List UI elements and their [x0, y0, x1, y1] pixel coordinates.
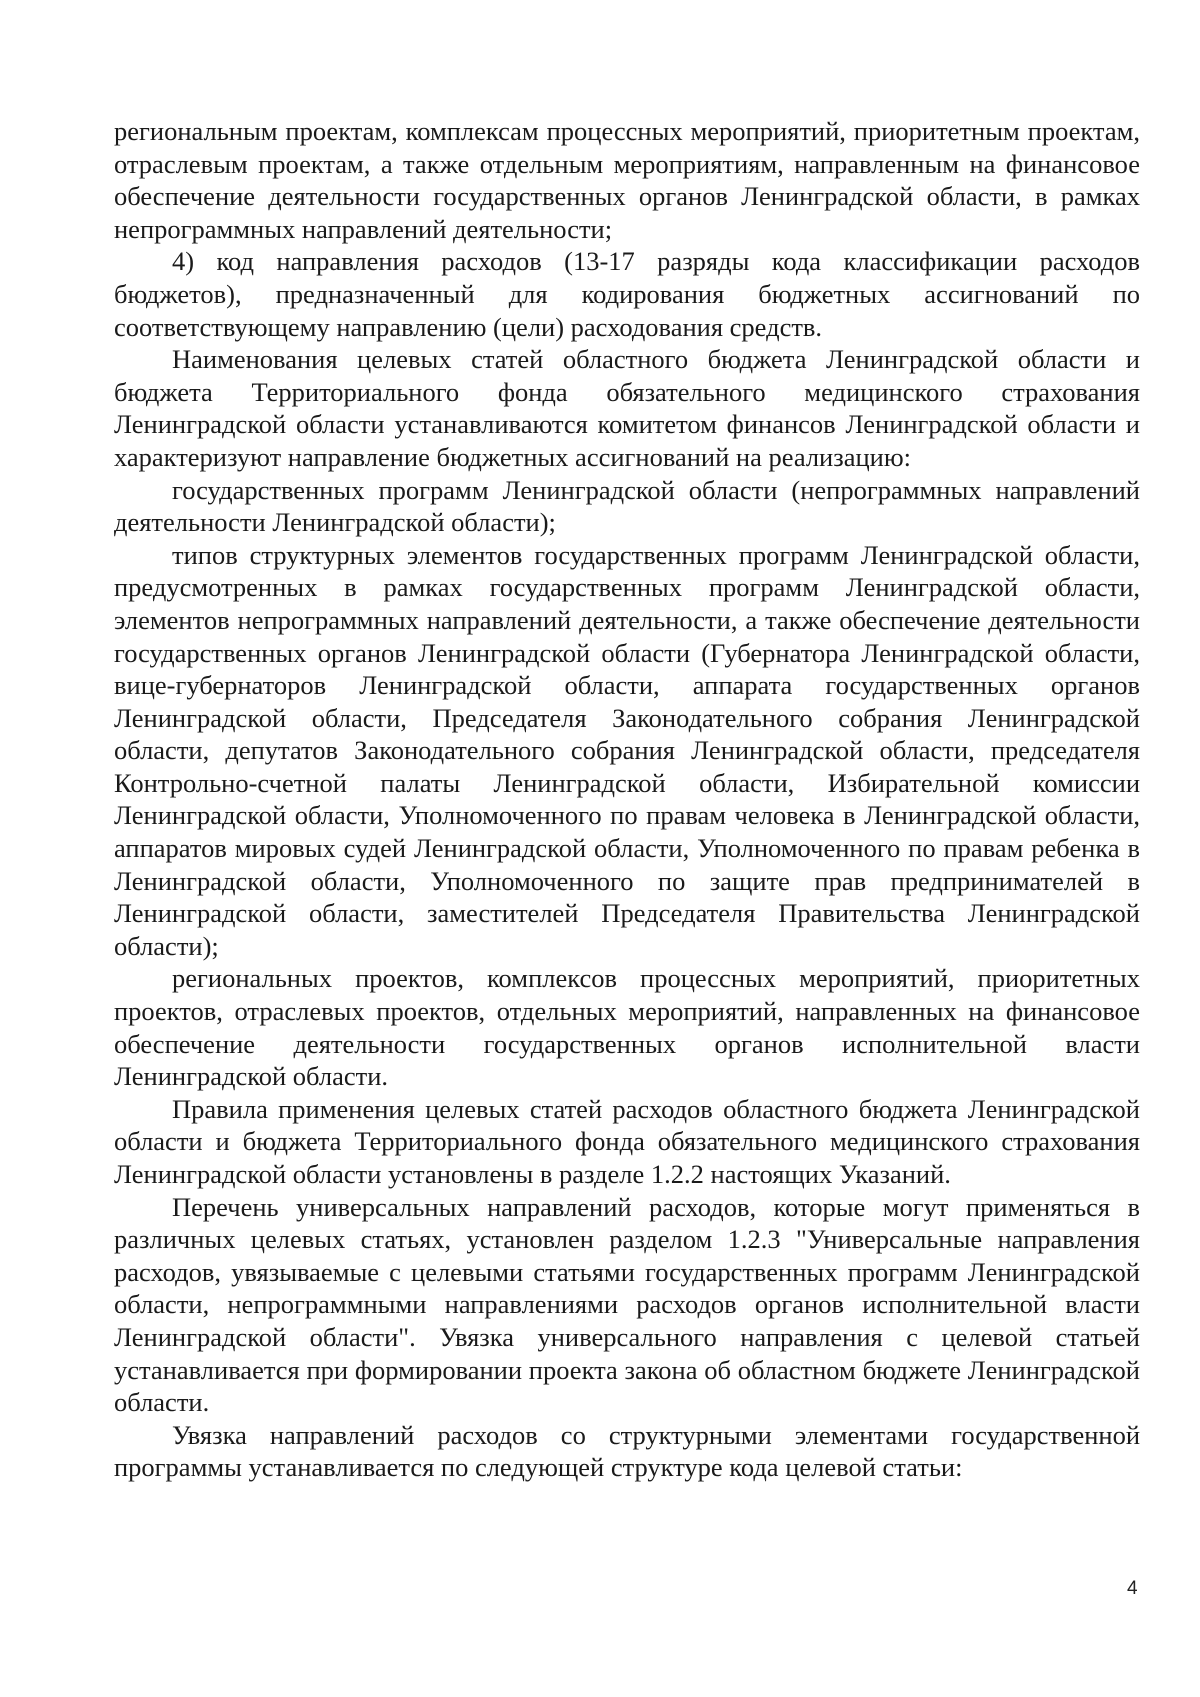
page-number: 4 [1127, 1578, 1138, 1599]
document-body [114, 115, 1140, 1484]
paragraph-direction-linking: Увязка направлений расходов со структурными элементами государственной программы устанавливается по следующей структуре кода целевой статьи: [114, 1419, 1140, 1483]
paragraph-application-rules: Правила применения целевых статей расходов областного бюджета Ленинградской области и бюджета Территориального фонда обязательного медицинского страхования Ленинградской области установлены в разделе 1.2.2 настоящих Указаний. [114, 1093, 1140, 1189]
paragraph-state-programs: государственных программ Ленинградской области (непрограммных направлений деятельности Ленинградской области); [114, 474, 1140, 538]
paragraph-regional-projects: региональных проектов, комплексов процессных мероприятий, приоритетных проектов, отраслевых проектов, отдельных мероприятий, направленных на финансовое обеспечение деятельности государственных органов исполнительной власти Ленинградской области. [114, 963, 1140, 1092]
paragraph-continuation: региональным проектам, комплексам процессных мероприятий, приоритетным проектам, отраслевым проектам, а также отдельным мероприятиям, направленным на финансовое обеспечение деятельности государственных органов Ленинградской области, в рамках непрограммных направлений деятельности; [114, 116, 1140, 244]
paragraph-universal-directions: Перечень универсальных направлений расходов, которые могут применяться в различных целевых статьях, установлен разделом 1.2.3 "Универсальные направления расходов, увязываемые с целевыми статьями государственных программ Ленинградской области, непрограммными направлениями расходов органов исполнительной власти Ленинградской области". Увязка универсального направления с целевой статьей устанавливается при формировании проекта закона об областном бюджете Ленинградской области. [114, 1191, 1140, 1418]
paragraph-expense-direction-code: 4) код направления расходов (13-17 разряды кода классификации расходов бюджетов), предназначенный для кодирования бюджетных ассигнований по соответствующему направлению (цели) расходования средств. [114, 246, 1140, 342]
paragraph-target-article-names: Наименования целевых статей областного бюджета Ленинградской области и бюджета Территориального фонда обязательного медицинского страхования Ленинградской области устанавливаются комитетом финансов Ленинградской области и характеризуют направление бюджетных ассигнований на реализацию: [114, 344, 1140, 472]
paragraph-structural-element-types: типов структурных элементов государственных программ Ленинградской области, предусмотренных в рамках государственных программ Ленинградской области, элементов непрограммных направлений деятельности, а также обеспечение деятельности государственных органов Ленинградской области (Губернатора Ленинградской области, вице-губернаторов Ленинградской области, аппарата государственных органов Ленинградской области, Председателя Законодательного собрания Ленинградской области, депутатов Законодательного собрания Ленинградской области, председателя Контрольно-счетной палаты Ленинградской области, Избирательной комиссии Ленинградской области, Уполномоченного по правам человека в Ленинградской области, аппаратов мировых судей Ленинградской области, Уполномоченного по правам ребенка в Ленинградской области, Уполномоченного по защите прав предпринимателей в Ленинградской области, заместителей Председателя Правительства Ленинградской области); [114, 539, 1140, 961]
